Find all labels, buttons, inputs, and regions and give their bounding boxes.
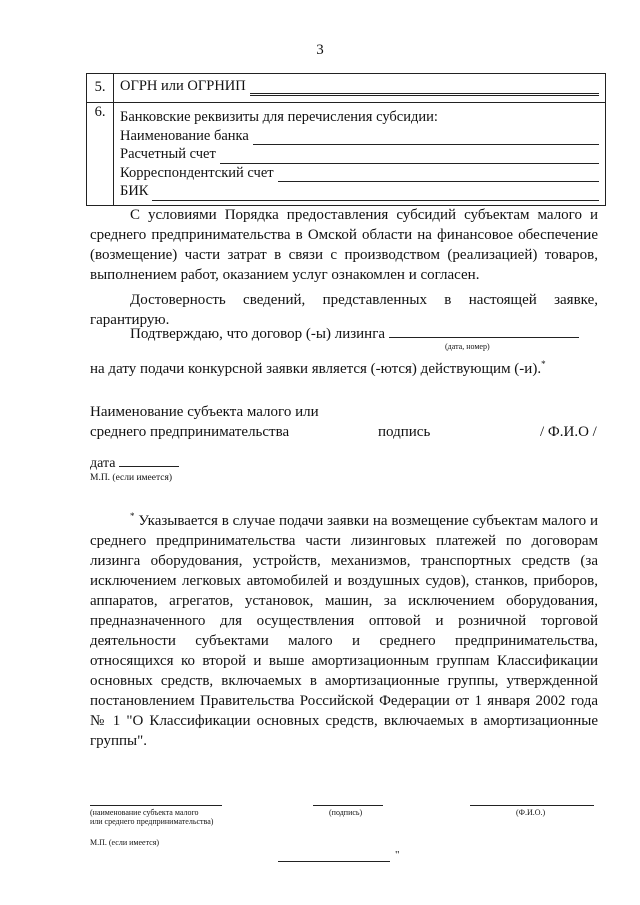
ogrn-field[interactable] <box>120 77 599 96</box>
bottom-sign-line[interactable] <box>313 805 383 806</box>
confirm-hint: (дата, номер) <box>445 342 490 351</box>
account-label: Расчетный счет <box>120 146 216 162</box>
date-line <box>90 456 179 472</box>
account-field[interactable] <box>120 145 599 164</box>
footnote-mark: * <box>541 359 546 369</box>
signature-label: подпись <box>378 424 431 440</box>
table-row <box>87 74 606 103</box>
row-number: 6. <box>87 103 114 206</box>
bank-name-field[interactable] <box>120 127 599 146</box>
bottom-sign-label: (подпись) <box>329 808 363 817</box>
page-number: 3 <box>316 42 324 58</box>
date-input-line[interactable] <box>119 456 179 467</box>
footnote-asterisk: * <box>130 511 135 521</box>
bank-requisites-header: Банковские реквизиты для перечисления субсидии: <box>120 109 438 125</box>
confirm-line <box>90 324 598 344</box>
bottom-name-label-1: (наименование субъекта малого <box>90 808 199 817</box>
confirm-suffix: на дату подачи конкурсной заявки является (-ются) действующим (-и). <box>90 361 542 377</box>
bottom-fio-line[interactable] <box>470 805 594 806</box>
row-number: 5. <box>87 74 114 103</box>
bottom-name-label-2: или среднего предпринимательства) <box>90 817 214 826</box>
bik-field[interactable] <box>120 182 599 201</box>
bottom-extra-line[interactable] <box>278 861 390 862</box>
bank-name-label: Наименование банка <box>120 127 249 144</box>
ogrn-input-line[interactable] <box>250 80 599 96</box>
bottom-stamp-note: М.П. (если имеется) <box>90 838 160 847</box>
bik-input-line[interactable] <box>152 187 599 201</box>
account-input-line[interactable] <box>220 150 599 164</box>
date-label: дата <box>90 456 116 471</box>
corr-account-label: Корреспондентский счет <box>120 164 274 181</box>
conditions-paragraph: С условиями Порядка предоставления субсидий субъектам малого и среднего предпринимательства в Омской области на финансовое обеспечение (возмещение) части затрат в связи с производством (реализацией) товаров, выполнением работ, оказанием услуг ознакомлен и согласен. <box>90 207 598 283</box>
bik-label: БИК <box>120 183 149 199</box>
closing-quote: " <box>395 849 400 861</box>
reliability-paragraph: Достоверность сведений, представленных в настоящей заявке, гарантирую. <box>90 292 598 328</box>
confirm-prefix: Подтверждаю, что договор (-ы) лизинга <box>130 326 386 342</box>
corr-account-input-line[interactable] <box>278 168 599 182</box>
lease-contract-input-line[interactable] <box>389 325 579 338</box>
bank-name-input-line[interactable] <box>253 131 599 145</box>
fio-label: / Ф.И.О / <box>540 424 597 440</box>
ogrn-label: ОГРН или ОГРНИП <box>120 78 246 94</box>
footnote <box>90 506 598 751</box>
bottom-fio-label: (Ф.И.О.) <box>516 808 546 817</box>
table-row <box>87 103 606 206</box>
corr-account-field[interactable] <box>120 164 599 183</box>
subject-name-line2: среднего предпринимательства <box>90 424 290 440</box>
stamp-note: М.П. (если имеется) <box>90 473 173 483</box>
subject-name-line1: Наименование субъекта малого или <box>90 404 319 420</box>
bottom-name-line[interactable] <box>90 805 222 806</box>
requisites-table <box>86 73 606 206</box>
footnote-text: Указывается в случае подачи заявки на возмещение субъектам малого и среднего предпринимательства части лизинговых платежей по договорам лизинга оборудования, устройств, механизмов, транспортных средств (за исключением легковых автомобилей и воздушных судов), станков, приборов, аппаратов, агрегатов, установок, машин, за исключением оборудования, предназначенного для осуществления оптовой и розничной торговой деятельности субъектами малого и среднего предпринимательства, относящихся ко второй и выше амортизационным группам Классификации основных средств, включаемых в амортизационные группы, утвержденной постановлением Правительства Российской Федерации от 1 января 2002 года № 1 "О Классификации основных средств, включаемых в амортизационные группы". <box>90 513 599 749</box>
confirm-suffix-line <box>90 354 598 379</box>
